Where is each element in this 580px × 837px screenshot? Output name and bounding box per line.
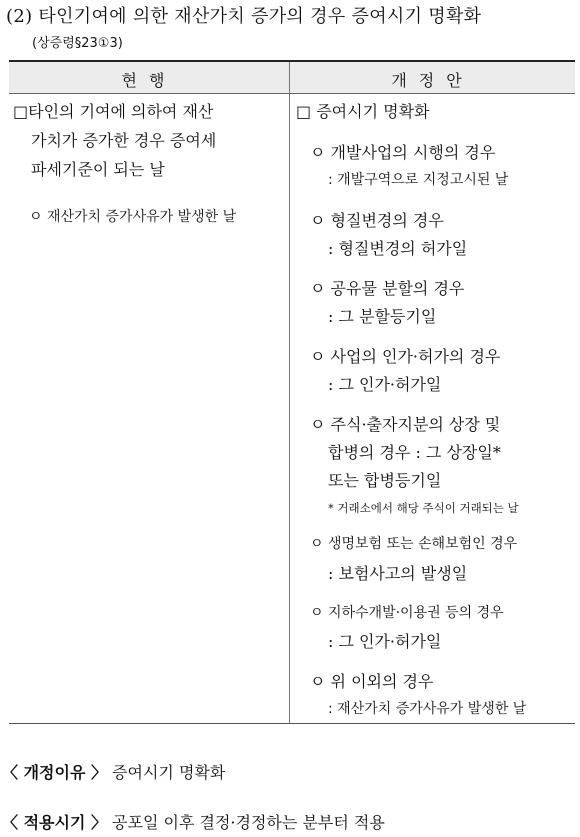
current-line-3: 파세기준이 되는 날 (31, 160, 165, 179)
proposal-footnote: * 거래소에서 해당 주식이 거래되는 날 (328, 501, 519, 515)
proposal-item-4-line-2: : 그 인가·허가일 (328, 375, 442, 394)
table-header-row (9, 62, 575, 94)
proposal-item-3-line-1: ㅇ 공유물 분할의 경우 (310, 279, 465, 298)
revision-reason-text: 증여시기 명확화 (106, 763, 226, 782)
proposal-item-5-line-1: ㅇ 주식·출자지분의 상장 및 (310, 415, 501, 434)
proposal-item-3-line-2: : 그 분할등기일 (328, 307, 437, 326)
proposal-item-2-line-1: ㅇ 형질변경의 경우 (310, 211, 444, 230)
section-subtitle: (상증령§23①3) (32, 36, 123, 51)
header-current: 현행 (121, 71, 177, 90)
proposal-item-5-line-3: 또는 합병등기일 (328, 471, 442, 490)
proposal-item-7-line-1: ㅇ 지하수개발·이용권 등의 경우 (310, 605, 504, 621)
application-date (2, 810, 385, 833)
revision-reason-label: 〈 개정이유 〉 (2, 763, 107, 782)
proposal-item-1-line-2: : 개발구역으로 지정고시된 날 (328, 172, 509, 188)
header-proposal: 개정안 (391, 71, 474, 90)
proposal-item-6-line-2: : 보험사고의 발생일 (328, 564, 468, 583)
proposal-item-7-line-2: : 그 인가·허가일 (328, 632, 442, 651)
column-divider (289, 62, 290, 723)
revision-reason (2, 760, 225, 783)
proposal-item-8-line-2: : 재산가치 증가사유가 발생한 날 (328, 701, 527, 717)
current-line-1: □타인의 기여에 의하여 재산 (13, 102, 214, 121)
proposal-box-title: □ 증여시기 명확화 (296, 102, 430, 121)
current-item: ㅇ 재산가치 증가사유가 발생한 날 (29, 209, 237, 225)
comparison-table (9, 60, 575, 724)
section-title: (2) 타인기여에 의한 재산가치 증가의 경우 증여시기 명확화 (6, 6, 482, 27)
proposal-item-4-line-1: ㅇ 사업의 인가·허가의 경우 (310, 347, 501, 366)
application-date-label: 〈 적용시기 〉 (2, 813, 107, 832)
proposal-item-1-line-1: ㅇ 개발사업의 시행의 경우 (310, 143, 496, 162)
current-line-2: 가치가 증가한 경우 증여세 (31, 131, 217, 150)
proposal-item-6-line-1: ㅇ 생명보험 또는 손해보험인 경우 (310, 536, 518, 552)
application-date-text: 공포일 이후 결정·경정하는 분부터 적용 (106, 813, 385, 832)
proposal-item-5-line-2: 합병의 경우 : 그 상장일* (328, 443, 501, 462)
proposal-item-2-line-2: : 형질변경의 허가일 (328, 239, 468, 258)
proposal-item-8-line-1: ㅇ 위 이외의 경우 (310, 672, 434, 691)
